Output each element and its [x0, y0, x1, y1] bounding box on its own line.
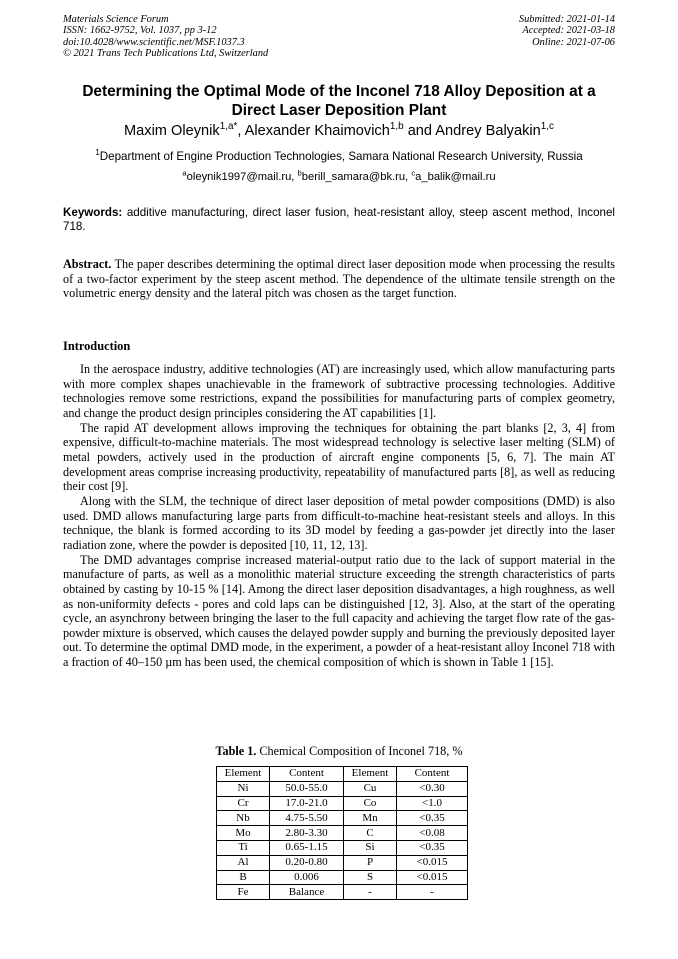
table-row — [217, 781, 468, 796]
table-cell: Ti — [217, 840, 270, 855]
table-row — [217, 796, 468, 811]
table-cell: - — [344, 885, 397, 900]
table-cell: Mn — [344, 811, 397, 826]
abstract — [63, 257, 615, 301]
table-row — [217, 840, 468, 855]
table-cell: Fe — [217, 885, 270, 900]
table-cell: Cu — [344, 781, 397, 796]
paragraph: In the aerospace industry, additive technologies (AT) are increasingly used, which allow manufacturing parts with more complex shapes unachievable in the framework of subtractive processing technologies. Additive technologies remove some restrictions, expand the possibilities for manufacturing parts of complex geometry, and change the product design principles considering the AT capabilities [1]. — [63, 362, 615, 420]
table-header-row — [217, 767, 468, 782]
paragraph: The DMD advantages comprise increased material-output ratio due to the lack of support material in the manufacture of parts, as well as a monolithic material structure exceeding the strength characteristics of parts obtained by casting by 10-15 % [14]. Among the direct laser deposition disadvantages, a high roughness, as well as non-uniformity defects - pores and cold laps can be distinguished [12, 3]. Also, at the start of the operating cycle, an asynchrony between bringing the laser to the full capacity and achieving the target flow rate of the gas-powder mixture is observed, which causes the delayed powder supply and burning the previously deposited layer out. To determine the optimal DMD mode, in the experiment, a powder of a heat-resistant alloy Inconel 718 with a fraction of 40–150 µm has been used, the chemical composition of which is shown in Table 1 [15]. — [63, 552, 615, 670]
author-list — [40, 122, 638, 140]
table-caption — [63, 744, 615, 759]
journal-name: Materials Science Forum — [63, 14, 169, 25]
table-cell: C — [344, 826, 397, 841]
chemical-composition-table — [216, 766, 468, 900]
abstract-label: Abstract. — [63, 257, 112, 271]
table-cell: Al — [217, 855, 270, 870]
author-name: Andrey Balyakin — [435, 123, 541, 139]
affiliation-text: Department of Engine Production Technologies, Samara National Research University, Russia — [99, 150, 583, 163]
table-cell: Balance — [270, 885, 344, 900]
table-cell: - — [397, 885, 468, 900]
doi-line: doi:10.4028/www.scientific.net/MSF.1037.3 — [63, 36, 245, 48]
issn-line: ISSN: 1662-9752, Vol. 1037, pp 3-12 — [63, 25, 217, 37]
submitted-date: Submitted: 2021-01-14 — [518, 14, 615, 25]
email-separator: , — [291, 171, 298, 183]
table-cell: 0.65-1.15 — [270, 840, 344, 855]
table-cell: 0.006 — [270, 870, 344, 885]
email-separator: , — [405, 171, 412, 183]
table-row — [217, 885, 468, 900]
author-affiliation-mark: 1,b — [389, 121, 404, 133]
online-date: Online: 2021-07-06 — [532, 36, 615, 48]
affiliation-mark: 1 — [95, 148, 100, 158]
column-header: Content — [270, 767, 344, 782]
table-cell: 50.0-55.0 — [270, 781, 344, 796]
email-address: oleynik1997@mail.ru — [186, 171, 292, 183]
table-cell: <0.30 — [397, 781, 468, 796]
affiliation — [40, 150, 638, 164]
email-mark: a — [182, 168, 187, 178]
table-cell: <0.08 — [397, 826, 468, 841]
email-list — [40, 170, 638, 184]
table-cell: Ni — [217, 781, 270, 796]
table-cell: Co — [344, 796, 397, 811]
copyright-line: © 2021 Trans Tech Publications Ltd, Switzerland — [63, 48, 269, 60]
column-header: Element — [344, 767, 397, 782]
abstract-text: The paper describes determining the optimal direct laser deposition mode when processing the results of a two-factor experiment by the steep ascent method. The dependence of the ultimate tensile strength on the volumetric energy density and the lateral pitch was chosen as the target function. — [63, 257, 615, 301]
table-cell: Mo — [217, 826, 270, 841]
author-separator: and — [403, 123, 436, 139]
table-label: Table 1. — [215, 744, 257, 758]
keywords-label: Keywords: — [63, 206, 123, 219]
table-cell: Nb — [217, 811, 270, 826]
author-affiliation-mark: 1,c — [540, 121, 554, 133]
author-name: Maxim Oleynik — [124, 123, 220, 139]
table-row — [217, 870, 468, 885]
table-cell: <0.015 — [397, 870, 468, 885]
author-affiliation-mark: 1,a* — [219, 121, 238, 133]
journal-info — [63, 14, 268, 60]
table-cell: <1.0 — [397, 796, 468, 811]
table-cell: 4.75-5.50 — [270, 811, 344, 826]
table-cell: Si — [344, 840, 397, 855]
introduction-body — [63, 362, 615, 670]
author-name: Alexander Khaimovich — [244, 123, 390, 139]
table-cell: <0.35 — [397, 811, 468, 826]
email-mark: c — [411, 168, 416, 178]
publication-dates — [519, 14, 615, 48]
section-heading-introduction: Introduction — [63, 339, 131, 353]
table-cell: 2.80-3.30 — [270, 826, 344, 841]
email-address: berill_samara@bk.ru — [301, 171, 406, 183]
paragraph: Along with the SLM, the technique of direct laser deposition of metal powder compositions (DMD) is also used. DMD allows manufacturing large parts from difficult-to-machine heat-resistant steels and alloys. In this technique, the blank is formed according to its 3D model by feeding a gas-powder jet directly into the laser radiation zone, where the powder is deposited [10, 11, 12, 13]. — [63, 493, 615, 552]
table-cell: <0.35 — [397, 840, 468, 855]
table-cell: P — [344, 855, 397, 870]
table-row — [217, 855, 468, 870]
table-row — [217, 811, 468, 826]
author-separator: , — [237, 123, 245, 139]
paper-title: Determining the Optimal Mode of the Inconel 718 Alloy Deposition at a Direct Laser Deposition Plant — [82, 83, 596, 119]
table-cell: B — [217, 870, 270, 885]
paragraph: The rapid AT development allows improving the techniques for obtaining the part blanks [2, 3, 4] from expensive, difficult-to-machine materials. The most widespread technology is selective laser melting (SLM) of metal powders, actively used in the production of aircraft engine components [5, 6, 7]. The main AT development areas comprise increasing productivity, repeatability of manufactured parts [8], as well as reducing their cost [9]. — [63, 420, 615, 494]
email-address: a_balik@mail.ru — [415, 171, 496, 183]
keywords-text: additive manufacturing, direct laser fusion, heat-resistant alloy, steep ascent method, Inconel 718. — [63, 206, 615, 234]
table-cell: Cr — [217, 796, 270, 811]
column-header: Element — [217, 767, 270, 782]
keywords — [63, 206, 615, 234]
table-cell: S — [344, 870, 397, 885]
table-caption-text: Chemical Composition of Inconel 718, % — [256, 744, 463, 758]
column-header: Content — [397, 767, 468, 782]
accepted-date: Accepted: 2021-03-18 — [522, 25, 615, 37]
table-row — [217, 826, 468, 841]
table-cell: <0.015 — [397, 855, 468, 870]
table-cell: 17.0-21.0 — [270, 796, 344, 811]
email-mark: b — [297, 168, 302, 178]
table-cell: 0.20-0.80 — [270, 855, 344, 870]
